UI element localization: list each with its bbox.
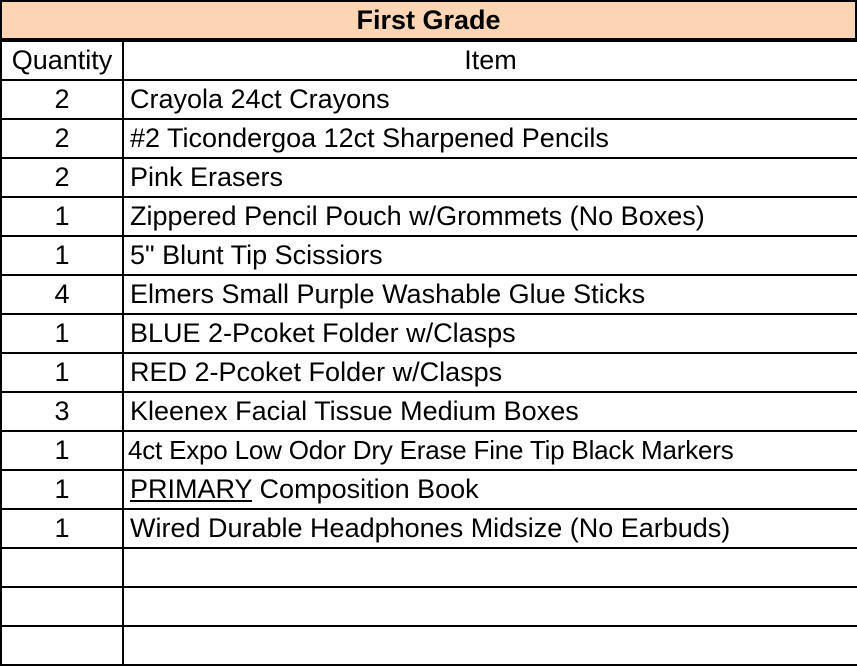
quantity-cell: 1 [1, 314, 123, 353]
table-row [1, 431, 857, 470]
table-row [1, 470, 857, 509]
item-cell [123, 587, 857, 626]
quantity-cell: 3 [1, 392, 123, 431]
header-row [1, 41, 857, 80]
grade-title: First Grade [0, 0, 857, 40]
item-cell: 5" Blunt Tip Scissiors [123, 236, 857, 275]
table-row [1, 80, 857, 119]
item-cell [123, 470, 857, 509]
item-cell: Elmers Small Purple Washable Glue Sticks [123, 275, 857, 314]
item-cell: Zippered Pencil Pouch w/Grommets (No Boxes) [123, 197, 857, 236]
quantity-cell: 2 [1, 80, 123, 119]
table-row [1, 353, 857, 392]
table-row [1, 314, 857, 353]
item-cell: RED 2-Pcoket Folder w/Clasps [123, 353, 857, 392]
quantity-cell [1, 548, 123, 587]
quantity-cell: 1 [1, 236, 123, 275]
item-cell [123, 626, 857, 665]
item-cell: Wired Durable Headphones Midsize (No Earbuds) [123, 509, 857, 548]
item-text: Composition Book [252, 474, 479, 504]
supply-table [0, 40, 857, 666]
item-cell: Crayola 24ct Crayons [123, 80, 857, 119]
table-row [1, 197, 857, 236]
item-cell: Kleenex Facial Tissue Medium Boxes [123, 392, 857, 431]
quantity-header: Quantity [1, 41, 123, 80]
quantity-cell: 1 [1, 197, 123, 236]
quantity-cell: 1 [1, 470, 123, 509]
table-row [1, 392, 857, 431]
quantity-cell: 4 [1, 275, 123, 314]
table-row [1, 158, 857, 197]
quantity-cell: 1 [1, 353, 123, 392]
item-header: Item [123, 41, 857, 80]
empty-row [1, 548, 857, 587]
item-cell: Pink Erasers [123, 158, 857, 197]
primary-underlined-text: PRIMARY [130, 474, 253, 504]
quantity-cell: 1 [1, 509, 123, 548]
table-row [1, 275, 857, 314]
table-row [1, 509, 857, 548]
quantity-cell [1, 587, 123, 626]
item-cell: BLUE 2-Pcoket Folder w/Clasps [123, 314, 857, 353]
table-row [1, 236, 857, 275]
quantity-cell: 2 [1, 158, 123, 197]
empty-row [1, 587, 857, 626]
quantity-cell: 1 [1, 431, 123, 470]
item-cell: #2 Ticondergoa 12ct Sharpened Pencils [123, 119, 857, 158]
quantity-cell: 2 [1, 119, 123, 158]
item-cell [123, 548, 857, 587]
quantity-cell [1, 626, 123, 665]
table-row [1, 119, 857, 158]
item-cell: 4ct Expo Low Odor Dry Erase Fine Tip Black Markers [123, 431, 857, 470]
empty-row [1, 626, 857, 665]
